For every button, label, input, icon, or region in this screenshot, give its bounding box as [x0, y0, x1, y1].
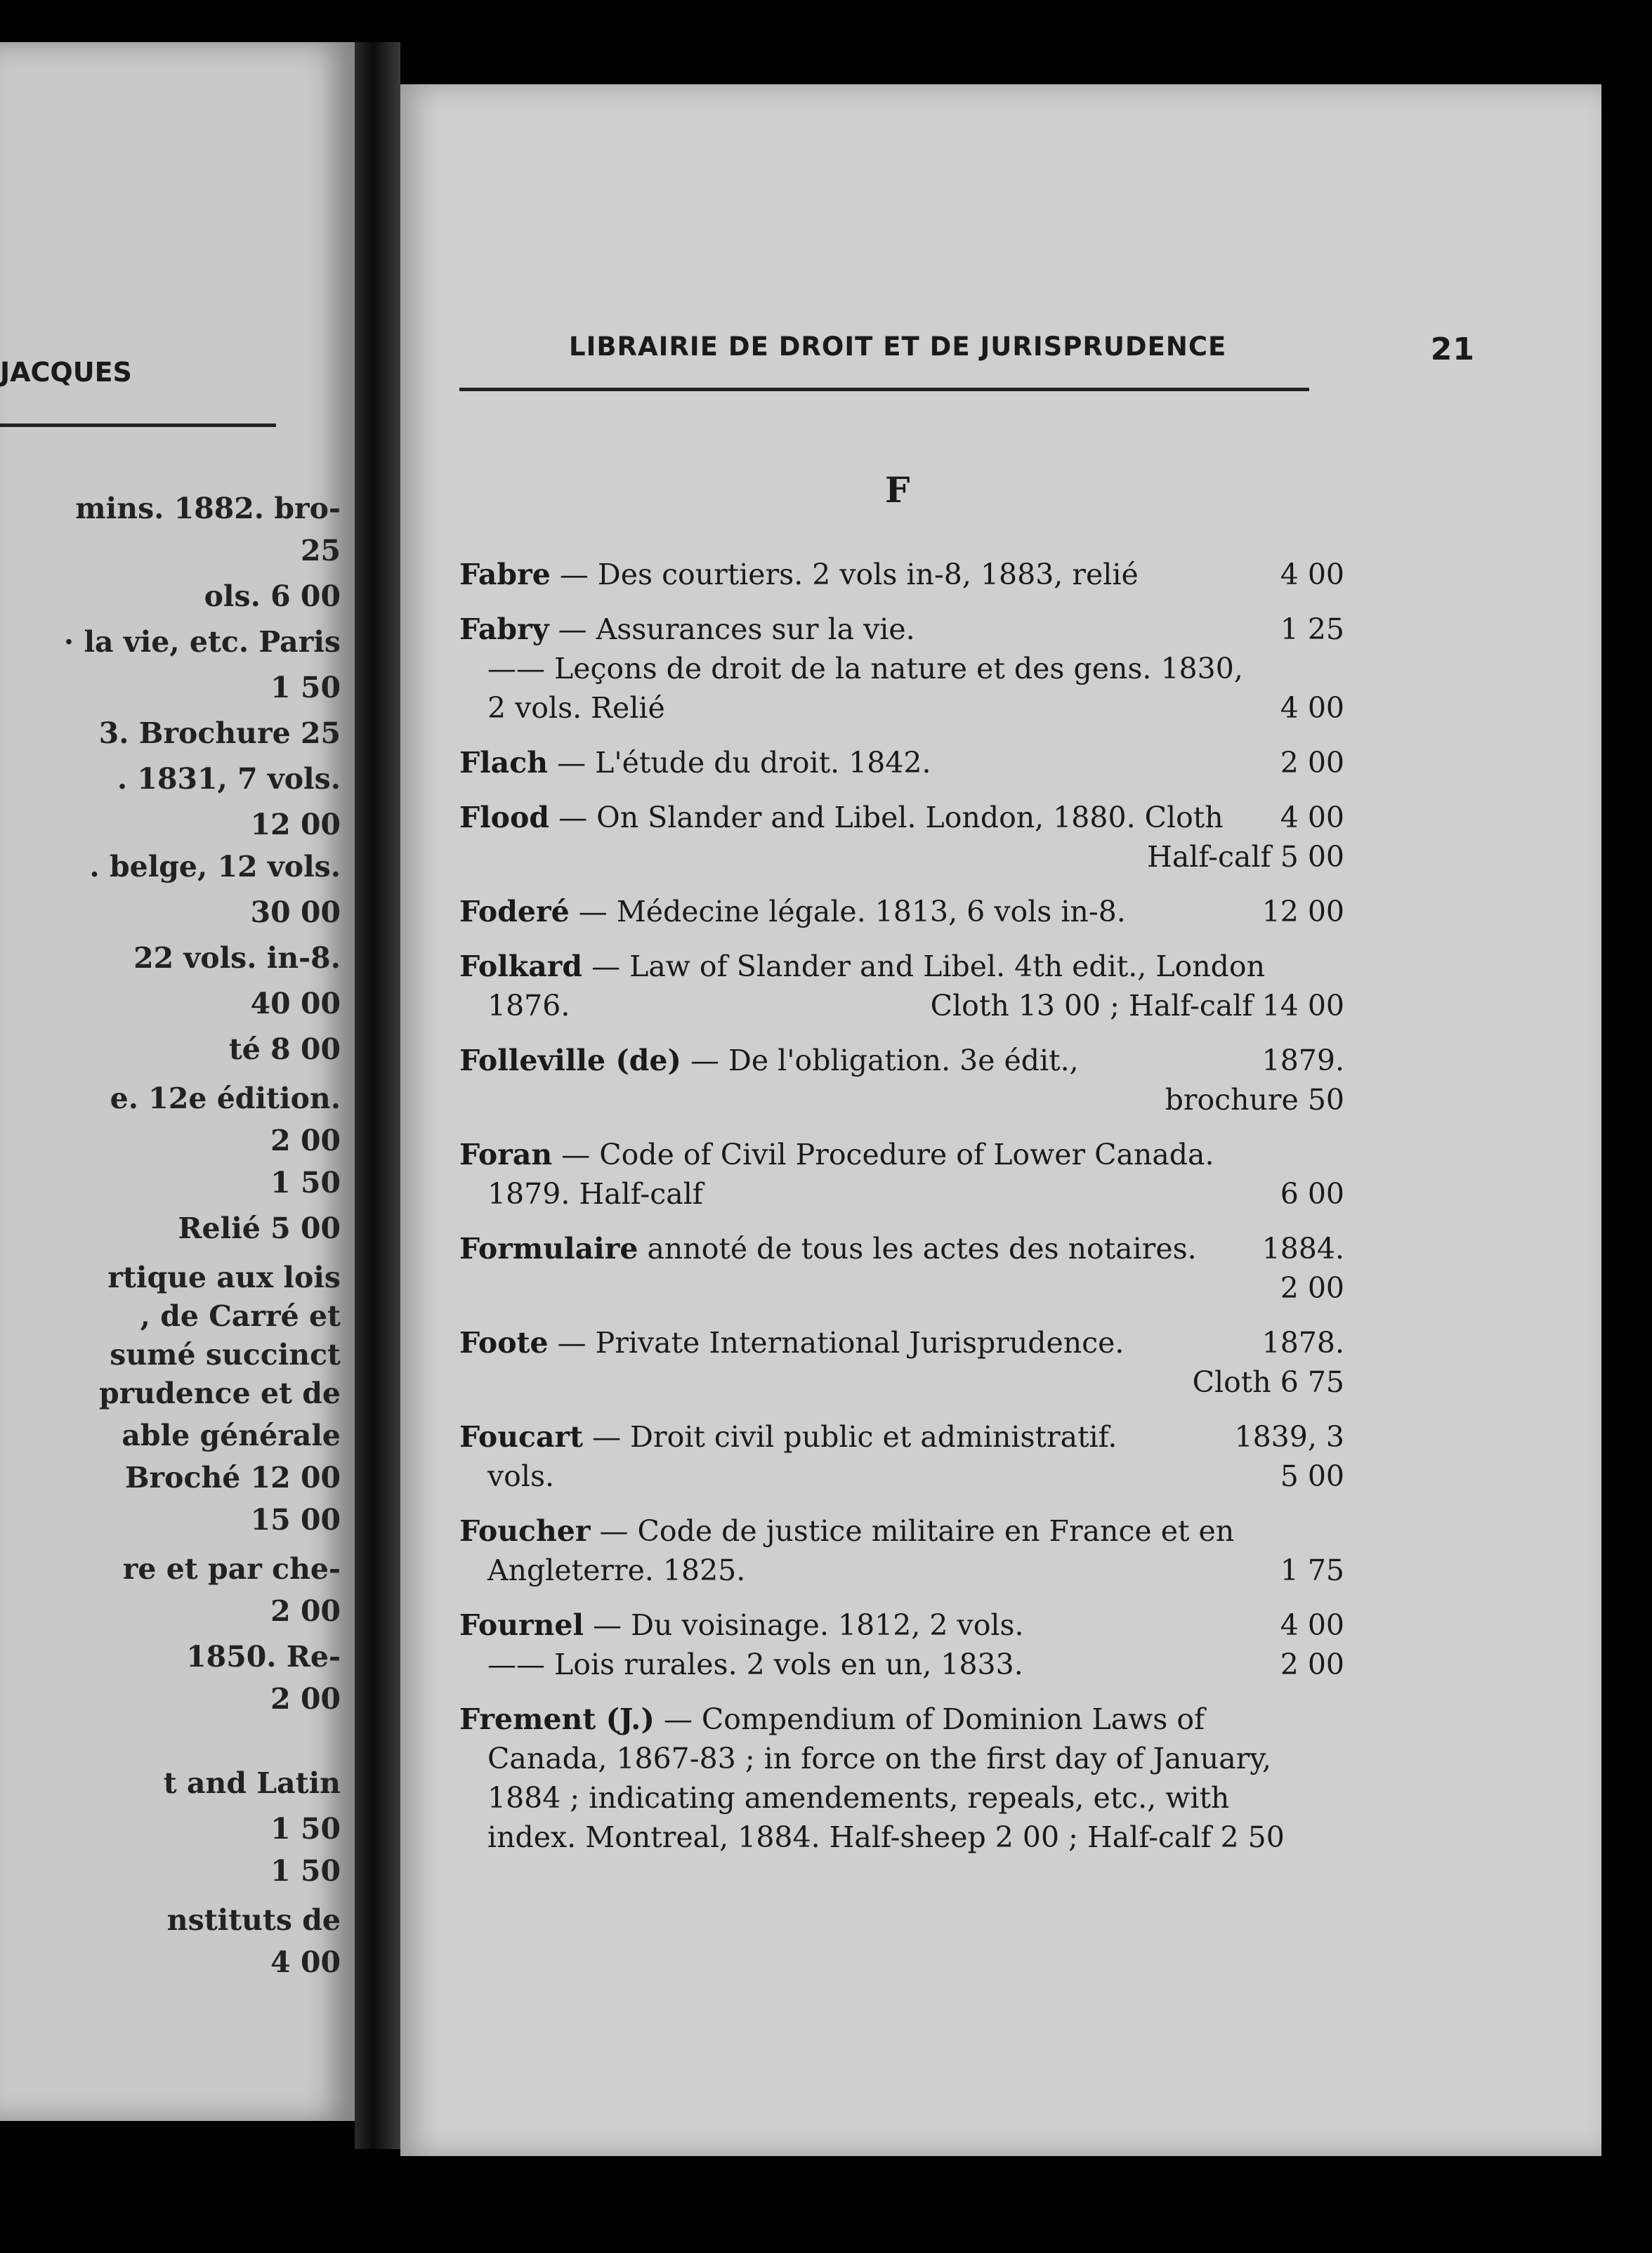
entry-text [459, 555, 1139, 594]
left-page-line: 4 00 [270, 1945, 341, 1979]
left-page-line: 2 00 [270, 1124, 341, 1157]
entry-line [459, 610, 1344, 649]
entry-price: 4 00 [1280, 801, 1344, 834]
entry-line [459, 1268, 1344, 1308]
left-page-line: Broché 12 00 [124, 1461, 341, 1495]
entry-line [459, 1417, 1344, 1457]
entry-line [459, 1605, 1344, 1645]
entry-text [487, 1174, 703, 1214]
entry-price: 6 00 [1280, 1177, 1344, 1211]
left-page-line: 12 00 [250, 808, 341, 841]
left-page-line: 30 00 [250, 895, 341, 929]
entry-author: Formulaire [459, 1232, 638, 1266]
left-page-line: 22 vols. in-8. [133, 941, 341, 975]
book-gutter [355, 42, 400, 2149]
entry-description: — On Slander and Libel. London, 1880. Cloth [549, 801, 1224, 834]
entry-price: 1 75 [1280, 1554, 1344, 1587]
entry-author: Folleville (de) [459, 1044, 681, 1077]
entry-line [459, 1457, 1344, 1496]
left-page-line: 25 [300, 534, 341, 567]
entry-description: — Assurances sur la vie. [549, 612, 915, 646]
entry-description: Canada, 1867-83 ; in force on the first day of January, [487, 1742, 1271, 1775]
entry-description: — Droit civil public et administratif. [583, 1420, 1117, 1454]
left-page-line: e. 12e édition. [110, 1082, 341, 1115]
entry-description: — Compendium of Dominion Laws of [654, 1702, 1205, 1736]
left-page-header: JACQUES [0, 357, 132, 388]
entry-description: —— Lois rurales. 2 vols en un, 1833. [487, 1648, 1023, 1681]
left-page-line: 1 50 [270, 671, 341, 704]
left-page-line: 1 50 [270, 1854, 341, 1888]
left-page-line: sumé succinct [110, 1338, 341, 1372]
entry-description: — Code of Civil Procedure of Lower Canada. [552, 1138, 1214, 1171]
entry-price: 4 00 [1280, 1608, 1344, 1642]
entry-description: 1879. Half-calf [487, 1177, 703, 1211]
entry-text [459, 1700, 1205, 1739]
left-page [0, 42, 355, 2121]
entry-text [459, 1229, 1197, 1268]
entry-text [459, 1417, 1117, 1457]
left-page-line: 1 50 [270, 1812, 341, 1846]
entry-author: Fournel [459, 1608, 584, 1642]
entry-line [459, 743, 1344, 782]
entry-price: 4 00 [1280, 558, 1344, 591]
entry-description: 2 vols. Relié [487, 691, 665, 725]
entry-description: — Des courtiers. 2 vols in-8, 1883, relié [550, 558, 1139, 591]
entry-text [487, 1739, 1271, 1778]
left-page-line: able générale [122, 1419, 341, 1452]
entry-author: Fabre [459, 558, 551, 591]
entry-line [459, 688, 1344, 728]
entry-description: —— Leçons de droit de la nature et des gens. 1830, [487, 652, 1243, 685]
left-page-line: . 1831, 7 vols. [117, 762, 341, 796]
entry-text [487, 688, 665, 728]
entry-price: 2 00 [1280, 1648, 1344, 1681]
section-letter: F [885, 469, 910, 511]
left-page-line: · la vie, etc. Paris [63, 625, 341, 659]
running-head-title: LIBRAIRIE DE DROIT ET DE JURISPRUDENCE [569, 331, 1227, 362]
entry-text [459, 610, 915, 649]
entry-line [459, 837, 1344, 876]
catalogue-entry [459, 892, 1344, 931]
entry-line [459, 1778, 1344, 1818]
entry-text [459, 947, 1265, 986]
entry-text [459, 1135, 1214, 1174]
entry-text [487, 1778, 1229, 1818]
entry-description: — Du voisinage. 1812, 2 vols. [584, 1608, 1024, 1642]
entry-line [459, 1551, 1344, 1590]
entry-text [459, 798, 1224, 837]
entry-price: 1879. [1261, 1044, 1344, 1077]
entry-description: — L'étude du droit. 1842. [548, 746, 931, 780]
entry-price: 1839, 3 [1234, 1420, 1344, 1454]
left-page-rule [0, 423, 276, 427]
entry-price: 1 25 [1280, 612, 1344, 646]
entry-price: 1884. [1261, 1232, 1344, 1266]
entry-line [459, 892, 1344, 931]
entry-text [459, 1041, 1079, 1080]
entry-description: 1884 ; indicating amendements, repeals, etc., with [487, 1781, 1230, 1815]
entry-line [459, 1511, 1344, 1551]
entry-text [487, 1818, 1285, 1857]
entry-author: Foucher [459, 1514, 591, 1548]
entry-description: — Law of Slander and Libel. 4th edit., London [582, 950, 1265, 983]
left-page-line: nstituts de [166, 1903, 341, 1937]
entry-line [459, 1041, 1344, 1080]
entry-line [459, 1700, 1344, 1739]
entry-author: Flood [459, 801, 550, 834]
entry-description: Angleterre. 1825. [487, 1554, 746, 1587]
catalogue-entry [459, 1605, 1344, 1684]
entry-line [459, 1739, 1344, 1778]
left-page-line: rtique aux lois [107, 1261, 341, 1294]
left-page-line: prudence et de [98, 1377, 341, 1410]
entry-text [459, 892, 1126, 931]
header-rule [459, 388, 1309, 391]
catalogue-entries [459, 555, 1344, 1872]
entry-author: Foran [459, 1138, 553, 1171]
entry-price: Cloth 13 00 ; Half-calf 14 00 [930, 989, 1344, 1023]
entry-description: — Code de justice militaire en France et en [590, 1514, 1235, 1548]
entry-line [459, 947, 1344, 986]
left-page-line: 1 50 [270, 1166, 341, 1200]
entry-author: Foote [459, 1326, 549, 1360]
entry-price: Half-calf 5 00 [1147, 840, 1344, 874]
left-page-line: té 8 00 [228, 1032, 341, 1066]
left-page-line: re et par che- [122, 1552, 341, 1586]
left-page-line: t and Latin [163, 1766, 341, 1800]
entry-author: Flach [459, 746, 549, 780]
entry-author: Foderé [459, 895, 570, 928]
left-page-line: 15 00 [250, 1503, 341, 1537]
entry-line [459, 1362, 1344, 1402]
entry-description: vols. [487, 1459, 555, 1493]
right-page [400, 84, 1601, 2156]
entry-description: index. Montreal, 1884. Half-sheep 2 00 ; Half-calf 2 50 [487, 1820, 1285, 1854]
entry-text [487, 1457, 554, 1496]
entry-price: 5 00 [1280, 1459, 1344, 1493]
catalogue-entry [459, 1323, 1344, 1402]
entry-text [459, 1605, 1024, 1645]
entry-author: Folkard [459, 950, 583, 983]
entry-line [459, 649, 1344, 688]
entry-author: Fabry [459, 612, 549, 646]
catalogue-entry [459, 555, 1344, 594]
entry-text [487, 649, 1243, 688]
catalogue-entry [459, 798, 1344, 876]
entry-text [487, 1645, 1023, 1684]
entry-line [459, 1645, 1344, 1684]
entry-price: brochure 50 [1165, 1083, 1344, 1117]
entry-text [487, 986, 570, 1025]
entry-line [459, 1135, 1344, 1174]
left-page-line: 3. Brochure 25 [98, 716, 341, 750]
entry-price: 2 00 [1280, 746, 1344, 780]
entry-description: — Médecine légale. 1813, 6 vols in-8. [569, 895, 1126, 928]
left-page-line: . belge, 12 vols. [89, 850, 341, 884]
page-number: 21 [1430, 331, 1475, 367]
entry-author: Frement (J.) [459, 1702, 655, 1736]
entry-description: — Private International Jurisprudence. [548, 1326, 1125, 1360]
left-page-line: 1850. Re- [186, 1640, 341, 1674]
entry-text [459, 1511, 1234, 1551]
entry-line [459, 1818, 1344, 1857]
entry-description: annoté de tous les actes des notaires. [638, 1232, 1197, 1266]
left-page-line: 40 00 [250, 987, 341, 1020]
entry-line [459, 555, 1344, 594]
entry-line [459, 1229, 1344, 1268]
entry-line [459, 986, 1344, 1025]
entry-description: 1876. [487, 989, 570, 1023]
entry-description: — De l'obligation. 3e édit., [681, 1044, 1079, 1077]
catalogue-entry [459, 1041, 1344, 1119]
catalogue-entry [459, 1417, 1344, 1496]
entry-line [459, 1323, 1344, 1362]
catalogue-entry [459, 743, 1344, 782]
catalogue-entry [459, 1229, 1344, 1308]
entry-price: Cloth 6 75 [1192, 1365, 1344, 1399]
entry-text [459, 743, 931, 782]
entry-line [459, 798, 1344, 837]
entry-line [459, 1174, 1344, 1214]
catalogue-entry [459, 947, 1344, 1025]
entry-price: 1878. [1261, 1326, 1344, 1360]
left-page-line: 2 00 [270, 1682, 341, 1716]
entry-text [459, 1323, 1124, 1362]
left-page-line: , de Carré et [140, 1299, 341, 1333]
entry-text [487, 1551, 745, 1590]
catalogue-entry [459, 610, 1344, 728]
catalogue-entry [459, 1135, 1344, 1214]
left-page-line: 2 00 [270, 1594, 341, 1628]
left-page-line: ols. 6 00 [204, 579, 341, 613]
entry-price: 12 00 [1261, 895, 1344, 928]
catalogue-entry [459, 1700, 1344, 1857]
entry-author: Foucart [459, 1420, 584, 1454]
entry-line [459, 1080, 1344, 1119]
catalogue-entry [459, 1511, 1344, 1590]
entry-price: 2 00 [1280, 1271, 1344, 1305]
left-page-line: mins. 1882. bro- [75, 492, 341, 525]
left-page-line: Relié 5 00 [178, 1211, 341, 1245]
entry-price: 4 00 [1280, 691, 1344, 725]
